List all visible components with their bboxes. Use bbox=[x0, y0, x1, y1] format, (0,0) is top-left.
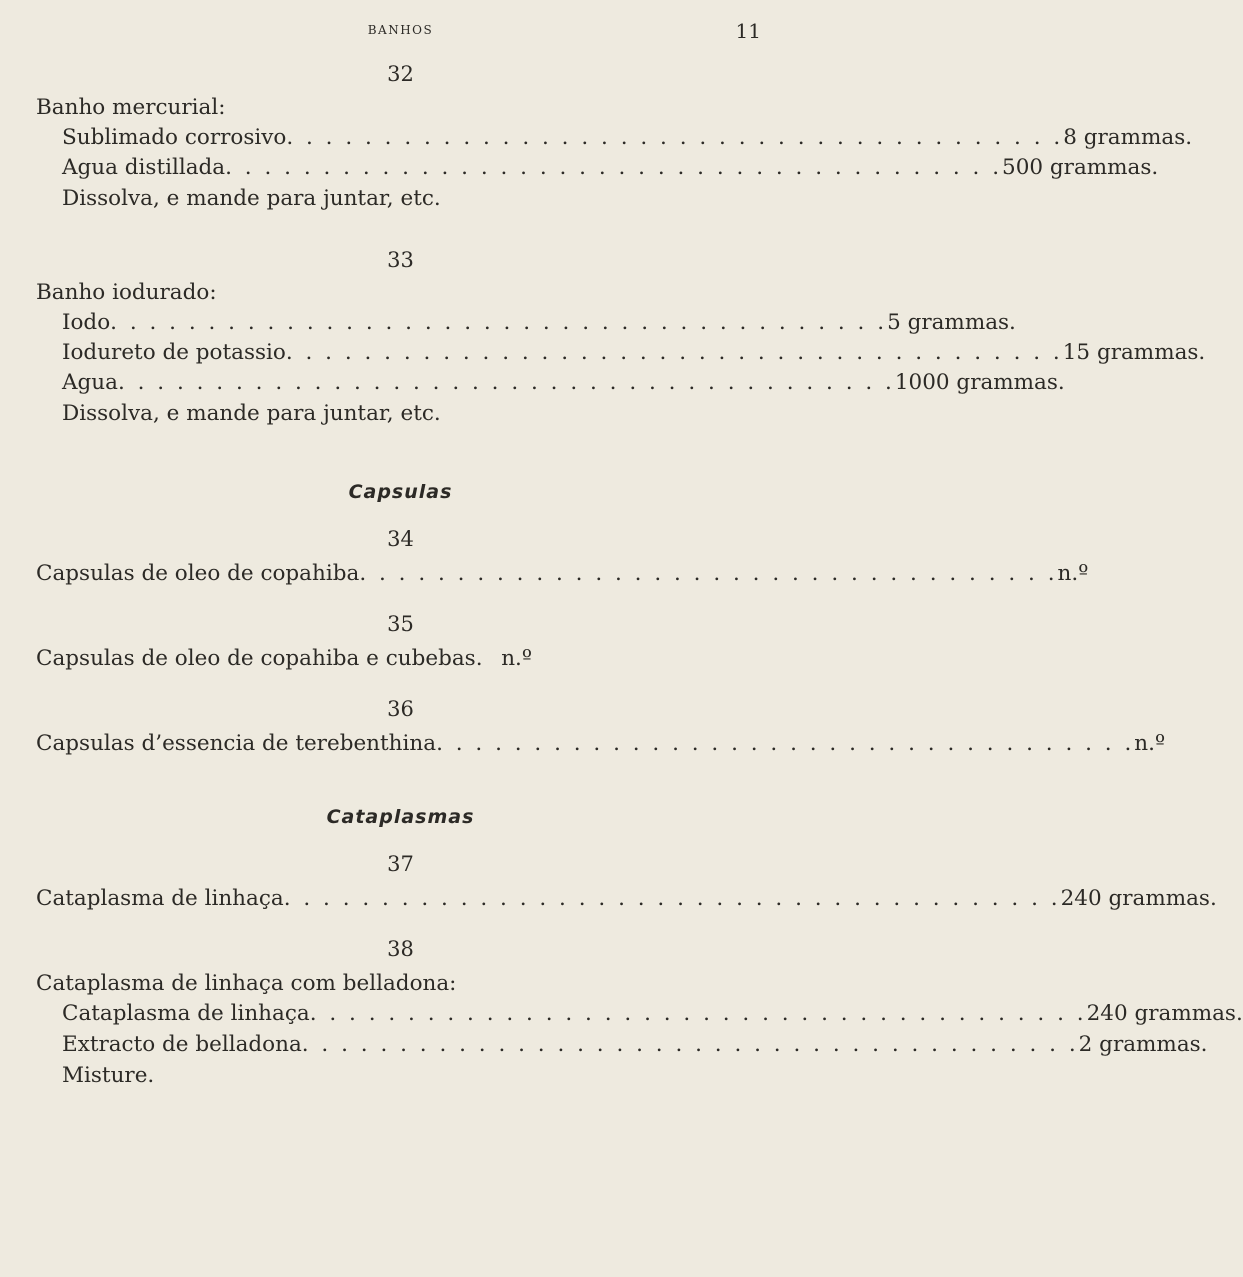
ingredient-row bbox=[62, 340, 1206, 365]
ingredient-label: Extracto de belladona bbox=[62, 1032, 302, 1057]
ingredient-row bbox=[62, 1001, 1243, 1026]
ingredient-label: Cataplasma de linhaça bbox=[62, 1001, 310, 1026]
capsule-row bbox=[36, 561, 1089, 586]
ingredient-amount: 2 grammas. bbox=[1078, 1032, 1208, 1057]
capsule-label: Capsulas d’essencia de terebenthina bbox=[36, 731, 437, 756]
ingredient-amount: 8 grammas. bbox=[1063, 125, 1193, 150]
ingredient-row bbox=[36, 886, 1217, 911]
leader-dots: . . . . . . . . . . . . . . . . . . . . . . . . . . . . . . . . . . . . . . . . bbox=[225, 155, 1003, 180]
leader-dots: . . . . . . . . . . . . . . . . . . . . . . . . . . . . . . . . . . . . . . . . bbox=[110, 310, 888, 335]
ingredient-amount: 500 grammas. bbox=[1002, 155, 1159, 180]
capsule-row bbox=[36, 731, 1166, 756]
capsule-label: Capsulas de oleo de copahiba bbox=[36, 561, 360, 586]
recipe-number: 34 bbox=[387, 527, 414, 551]
ingredient-amount: 15 grammas. bbox=[1062, 340, 1206, 365]
ingredient-label: Agua bbox=[62, 370, 118, 395]
recipe-number: 37 bbox=[387, 852, 414, 876]
leader-dots: . . . . . . . . . . . . . . . . . . . . . . . . . . . . . . . . . . . . . . . . bbox=[286, 125, 1064, 150]
ingredient-row bbox=[62, 1032, 1208, 1057]
capsule-label: Capsulas de oleo de copahiba e cubebas. bbox=[36, 646, 483, 671]
leader-dots: . . . . . . . . . . . . . . . . . . . . . . . . . . . . . . . . . . . . . . . . bbox=[285, 340, 1063, 365]
recipe-number: 36 bbox=[387, 697, 414, 721]
capsule-quantity: n.º bbox=[501, 646, 532, 671]
recipe-note: Dissolva, e mande para juntar, etc. bbox=[62, 186, 441, 211]
recipe-number: 35 bbox=[387, 612, 414, 636]
leader-dots: . . . . . . . . . . . . . . . . . . . . . . . . . . . . . . . . . . . . bbox=[436, 731, 1135, 756]
ingredient-label: Iodureto de potassio bbox=[62, 340, 286, 365]
recipe-title: Cataplasma de linhaça com belladona: bbox=[36, 971, 457, 996]
ingredient-amount: 5 grammas. bbox=[887, 310, 1016, 335]
recipe-number: 33 bbox=[387, 248, 414, 272]
recipe-note: Misture. bbox=[62, 1063, 155, 1088]
ingredient-label: Agua distillada bbox=[62, 155, 226, 180]
leader-dots: . . . . . . . . . . . . . . . . . . . . . . . . . . . . . . . . . . . . bbox=[359, 561, 1058, 586]
section-heading: Cataplasmas bbox=[326, 806, 475, 828]
recipe-note: Dissolva, e mande para juntar, etc. bbox=[62, 401, 441, 426]
recipe-title: Banho mercurial: bbox=[36, 95, 226, 120]
ingredient-row bbox=[62, 155, 1159, 180]
ingredient-amount: 1000 grammas. bbox=[894, 370, 1065, 395]
ingredient-row bbox=[62, 310, 1016, 335]
leader-dots: . . . . . . . . . . . . . . . . . . . . . . . . . . . . . . . . . . . . . . . . bbox=[283, 886, 1061, 911]
recipe-number: 32 bbox=[387, 62, 414, 86]
capsule-quantity: n.º bbox=[1134, 731, 1166, 756]
ingredient-label: Iodo bbox=[62, 310, 111, 335]
ingredient-amount: 240 grammas. bbox=[1060, 886, 1217, 911]
section-heading: Capsulas bbox=[348, 481, 453, 503]
recipe-title: Banho iodurado: bbox=[36, 280, 217, 305]
leader-dots: . . . . . . . . . . . . . . . . . . . . . . . . . . . . . . . . . . . . . . . . bbox=[301, 1032, 1079, 1057]
ingredient-row bbox=[62, 125, 1193, 150]
page-number: 11 bbox=[735, 19, 761, 43]
leader-dots: . . . . . . . . . . . . . . . . . . . . . . . . . . . . . . . . . . . . . . . . bbox=[309, 1001, 1087, 1026]
ingredient-label: Cataplasma de linhaça bbox=[36, 886, 284, 911]
capsule-quantity: n.º bbox=[1057, 561, 1089, 586]
ingredient-amount: 240 grammas. bbox=[1086, 1001, 1243, 1026]
ingredient-label: Sublimado corrosivo bbox=[62, 125, 287, 150]
recipe-number: 38 bbox=[387, 937, 414, 961]
leader-dots: . . . . . . . . . . . . . . . . . . . . . . . . . . . . . . . . . . . . . . . . bbox=[117, 370, 895, 395]
running-title: BANHOS bbox=[367, 23, 434, 37]
ingredient-row bbox=[62, 370, 1065, 395]
capsule-row bbox=[36, 646, 532, 671]
